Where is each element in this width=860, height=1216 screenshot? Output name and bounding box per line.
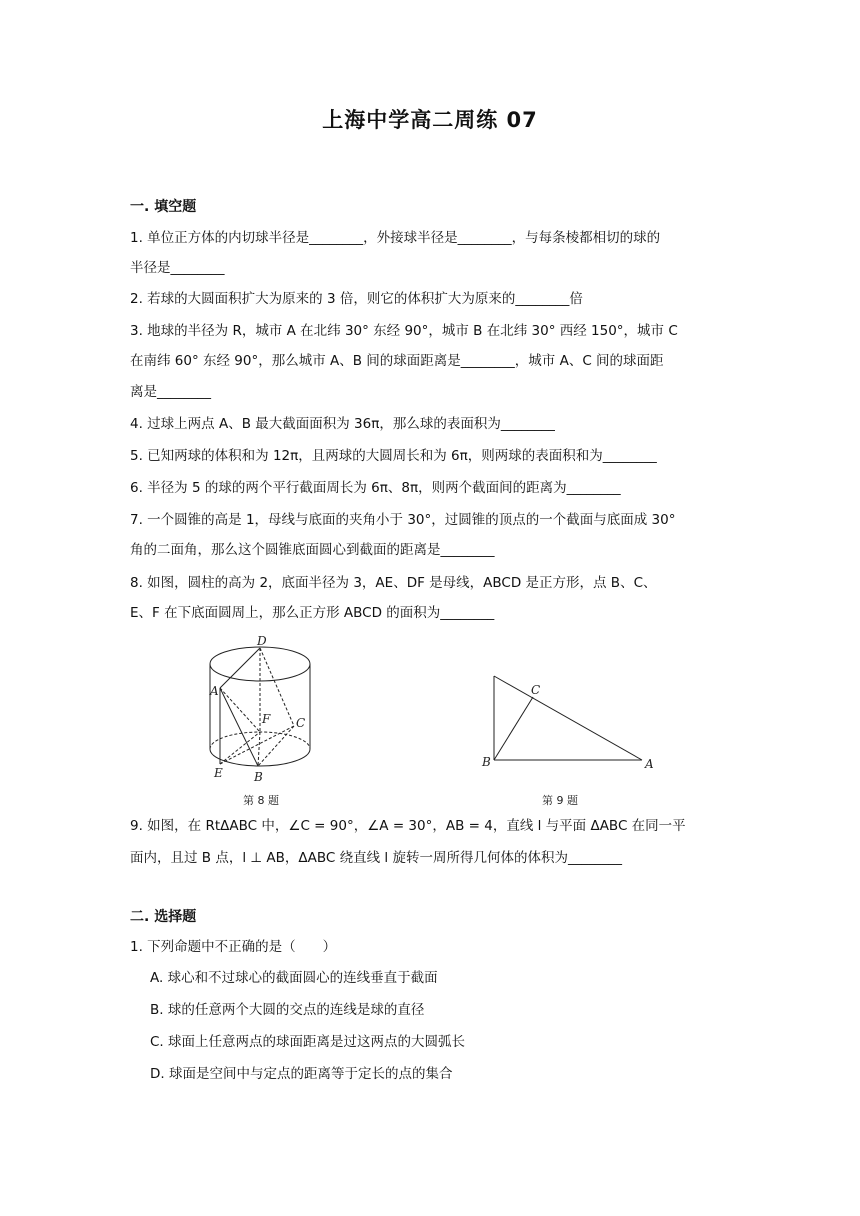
choice-option-c: C. 球面上任意两点的球面距离是过这两点的大圆弧长 — [150, 1034, 466, 1050]
label-e: E — [214, 766, 223, 780]
question-line: 8. 如图，圆柱的高为 2，底面半径为 3，AE、DF 是母线，ABCD 是正方形，点 B、C、 — [130, 575, 657, 591]
choice-option-d: D. 球面是空间中与定点的距离等于定长的点的集合 — [150, 1066, 453, 1082]
question-line: 5. 已知两球的体积和为 12π，且两球的大圆周长和为 6π，则两球的表面积和为________ — [130, 448, 657, 464]
choice-question: 1. 下列命题中不正确的是（ ） — [130, 939, 337, 955]
question-line: 6. 半径为 5 的球的两个平行截面周长为 6π、8π，则两个截面间的距离为________ — [130, 480, 621, 496]
question-line: 3. 地球的半径为 R，城市 A 在北纬 30° 东经 90°，城市 B 在北纬 30° 西经 150°，城市 C — [130, 323, 678, 339]
question-line: 半径是________ — [130, 260, 225, 276]
question-line: 面内，且过 B 点，l ⊥ AB，ΔABC 绕直线 l 旋转一周所得几何体的体积为________ — [130, 850, 622, 866]
question-line: 角的二面角，那么这个圆锥底面圆心到截面的距离是________ — [130, 542, 495, 558]
section-heading-fill-in: 一. 填空题 — [130, 199, 197, 215]
choice-option-b: B. 球的任意两个大圆的交点的连线是球的直径 — [150, 1002, 425, 1018]
label-a: A — [645, 757, 654, 771]
label-d: D — [257, 634, 267, 648]
choice-option-a: A. 球心和不过球心的截面圆心的连线垂直于截面 — [150, 970, 438, 986]
figure-9-triangle — [478, 670, 668, 778]
question-line: 1. 单位正方体的内切球半径是________，外接球半径是________，与每条棱都相切的球的 — [130, 230, 661, 246]
question-line: 9. 如图，在 RtΔABC 中，∠C = 90°，∠A = 30°，AB = 4，直线 l 与平面 ΔABC 在同一平 — [130, 818, 686, 834]
question-line: 在南纬 60° 东经 90°，那么城市 A、B 间的球面距离是________，城市 A、C 间的球面距 — [130, 353, 664, 369]
section-heading-choice: 二. 选择题 — [130, 909, 197, 925]
question-line: 4. 过球上两点 A、B 最大截面面积为 36π，那么球的表面积为________ — [130, 416, 555, 432]
label-b: B — [254, 770, 263, 784]
label-c: C — [531, 683, 541, 697]
figure-8-caption: 第 8 题 — [243, 794, 279, 807]
question-line: 2. 若球的大圆面积扩大为原来的 3 倍，则它的体积扩大为原来的________倍 — [130, 291, 583, 307]
figure-9-caption: 第 9 题 — [542, 794, 578, 807]
question-line: 离是________ — [130, 384, 211, 400]
question-line: E、F 在下底面圆周上，那么正方形 ABCD 的面积为________ — [130, 605, 495, 621]
label-a: A — [210, 684, 219, 698]
page-title: 上海中学高二周练 07 — [322, 108, 538, 132]
label-b: B — [482, 755, 491, 769]
label-f: F — [262, 712, 271, 726]
question-line: 7. 一个圆锥的高是 1，母线与底面的夹角小于 30°，过圆锥的顶点的一个截面与底面成 30° — [130, 512, 676, 528]
figure-8-cylinder — [200, 632, 330, 784]
label-c: C — [296, 716, 306, 730]
